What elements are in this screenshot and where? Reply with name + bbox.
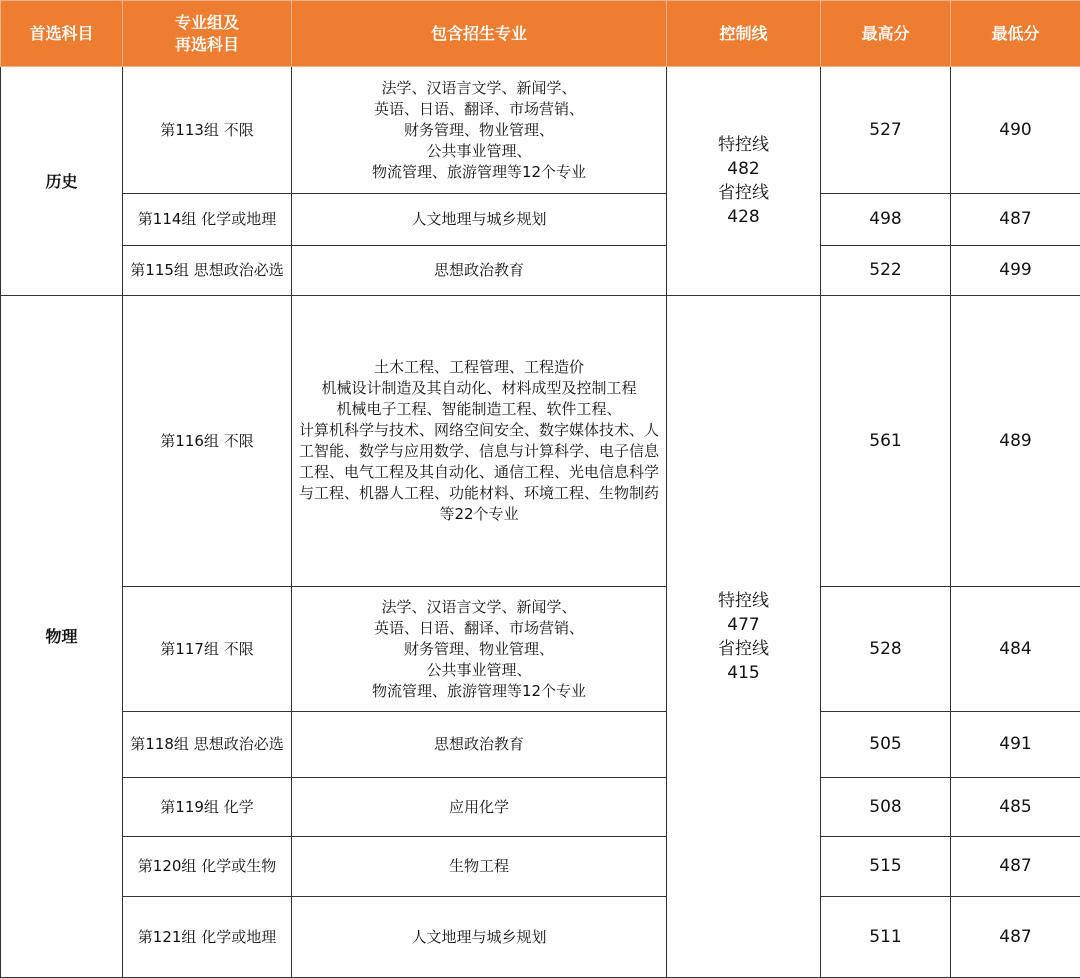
major-line: 法学、汉语言文学、新闻学、: [292, 597, 666, 618]
group-cell: 第114组 化学或地理: [123, 194, 292, 246]
control-line-text: 省控线: [667, 637, 820, 661]
control-line-cell: [667, 296, 821, 978]
header-max: 最高分: [821, 1, 951, 67]
group-cell: 第120组 化学或生物: [123, 837, 292, 897]
max-score-cell: 498: [821, 194, 951, 246]
table-row: [1, 778, 1080, 837]
max-score-cell: 511: [821, 897, 951, 978]
min-score-cell: 489: [951, 296, 1080, 587]
control-line-text: 477: [667, 613, 820, 637]
majors-cell: [292, 246, 667, 296]
control-line-text: 特控线: [667, 133, 820, 157]
major-line: 财务管理、物业管理、: [292, 120, 666, 141]
major-line: 财务管理、物业管理、: [292, 639, 666, 660]
group-cell: 第121组 化学或地理: [123, 897, 292, 978]
major-line: 机械电子工程、智能制造工程、软件工程、: [292, 399, 666, 420]
table-row: [1, 194, 1080, 246]
table-row: [1, 296, 1080, 587]
major-line: 公共事业管理、: [292, 660, 666, 681]
min-score-cell: 490: [951, 67, 1080, 194]
control-line-text: 428: [667, 205, 820, 229]
majors-cell: [292, 587, 667, 712]
major-line: 公共事业管理、: [292, 141, 666, 162]
min-score-cell: 487: [951, 837, 1080, 897]
min-score-cell: 485: [951, 778, 1080, 837]
table-row: [1, 587, 1080, 712]
major-line: 人文地理与城乡规划: [292, 209, 666, 230]
group-cell: 第116组 不限: [123, 296, 292, 587]
header-group-line: 专业组及: [123, 12, 291, 34]
control-line-text: 省控线: [667, 181, 820, 205]
table-row: [1, 67, 1080, 194]
min-score-cell: 484: [951, 587, 1080, 712]
control-line-text: 482: [667, 157, 820, 181]
control-line-cell: [667, 67, 821, 296]
header-group: [123, 1, 292, 67]
major-line: 思想政治教育: [292, 260, 666, 281]
major-line: 计算机科学与技术、网络空间安全、数字媒体技术、人: [292, 420, 666, 441]
major-line: 人文地理与城乡规划: [292, 927, 666, 948]
max-score-cell: 508: [821, 778, 951, 837]
majors-cell: [292, 296, 667, 587]
group-cell: 第118组 思想政治必选: [123, 712, 292, 778]
header-row: [1, 1, 1080, 67]
major-line: 机械设计制造及其自动化、材料成型及控制工程: [292, 378, 666, 399]
header-group-line: 再选科目: [123, 34, 291, 56]
table-row: [1, 246, 1080, 296]
majors-cell: [292, 712, 667, 778]
subject-cell: 历史: [1, 67, 123, 296]
major-line: 工程、电气工程及其自动化、通信工程、光电信息科学: [292, 462, 666, 483]
majors-cell: [292, 194, 667, 246]
major-line: 英语、日语、翻译、市场营销、: [292, 618, 666, 639]
min-score-cell: 487: [951, 897, 1080, 978]
max-score-cell: 515: [821, 837, 951, 897]
max-score-cell: 528: [821, 587, 951, 712]
table-row: [1, 837, 1080, 897]
group-cell: 第113组 不限: [123, 67, 292, 194]
header-subject: 首选科目: [1, 1, 123, 67]
major-line: 英语、日语、翻译、市场营销、: [292, 99, 666, 120]
major-line: 土木工程、工程管理、工程造价: [292, 357, 666, 378]
major-line: 工智能、数学与应用数学、信息与计算科学、电子信息: [292, 441, 666, 462]
header-majors: 包含招生专业: [292, 1, 667, 67]
max-score-cell: 505: [821, 712, 951, 778]
control-line-text: 特控线: [667, 589, 820, 613]
min-score-cell: 487: [951, 194, 1080, 246]
major-line: 与工程、机器人工程、功能材料、环境工程、生物制药: [292, 483, 666, 504]
table-row: [1, 897, 1080, 978]
group-cell: 第117组 不限: [123, 587, 292, 712]
header-control: 控制线: [667, 1, 821, 67]
subject-cell: 物理: [1, 296, 123, 978]
min-score-cell: 491: [951, 712, 1080, 778]
max-score-cell: 561: [821, 296, 951, 587]
majors-cell: [292, 837, 667, 897]
group-cell: 第115组 思想政治必选: [123, 246, 292, 296]
min-score-cell: 499: [951, 246, 1080, 296]
control-line-text: 415: [667, 661, 820, 685]
majors-cell: [292, 67, 667, 194]
major-line: 物流管理、旅游管理等12个专业: [292, 681, 666, 702]
major-line: 等22个专业: [292, 504, 666, 525]
major-line: 物流管理、旅游管理等12个专业: [292, 162, 666, 183]
header-min: 最低分: [951, 1, 1080, 67]
table-row: [1, 712, 1080, 778]
group-cell: 第119组 化学: [123, 778, 292, 837]
majors-cell: [292, 897, 667, 978]
major-line: 应用化学: [292, 797, 666, 818]
max-score-cell: 522: [821, 246, 951, 296]
majors-cell: [292, 778, 667, 837]
major-line: 思想政治教育: [292, 734, 666, 755]
max-score-cell: 527: [821, 67, 951, 194]
major-line: 法学、汉语言文学、新闻学、: [292, 78, 666, 99]
major-line: 生物工程: [292, 856, 666, 877]
